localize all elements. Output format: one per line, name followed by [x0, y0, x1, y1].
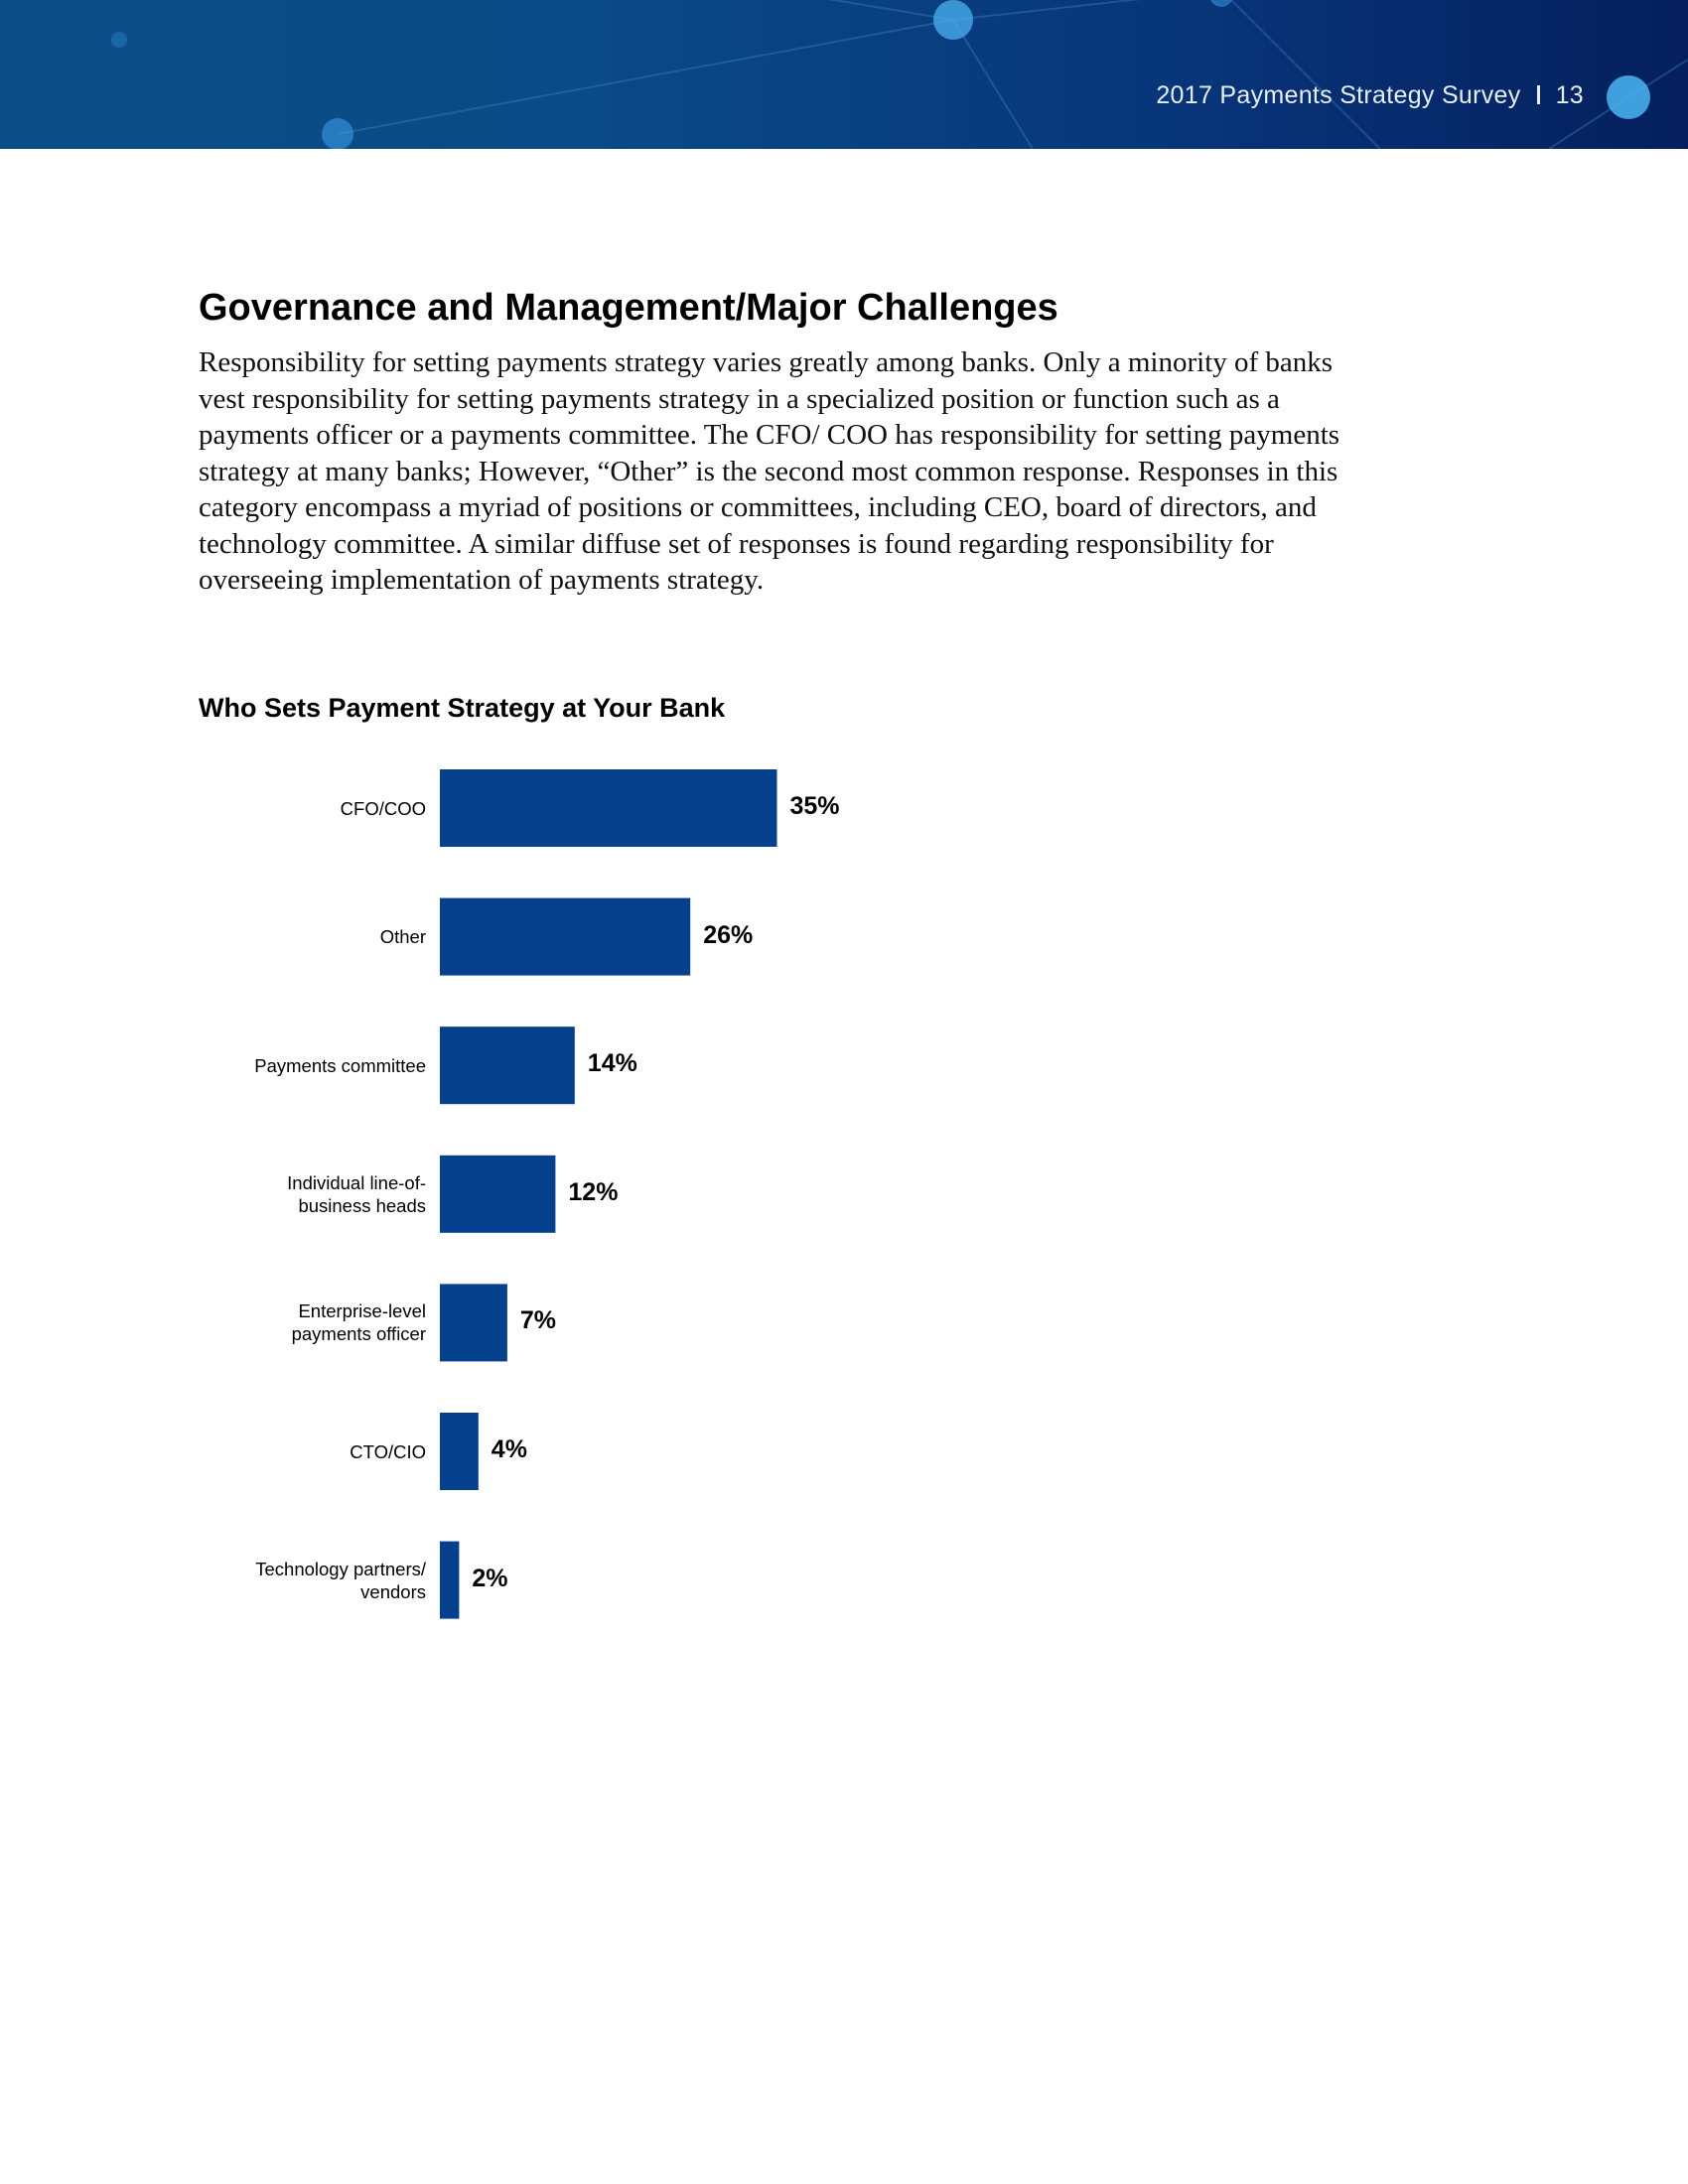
chart-title: Who Sets Payment Strategy at Your Bank — [199, 693, 726, 723]
category-label-line: CTO/CIO — [350, 1440, 426, 1462]
value-label: 35% — [789, 792, 840, 820]
category-label — [178, 1558, 426, 1603]
value-label: 26% — [703, 920, 754, 949]
category-label — [178, 925, 426, 948]
category-label-line: Individual line-of- — [287, 1171, 426, 1193]
bar-1 — [440, 769, 777, 847]
category-label — [178, 1299, 426, 1345]
category-label-line: payments officer — [291, 1323, 426, 1345]
value-label: 2% — [472, 1564, 508, 1592]
bar-5 — [440, 1284, 507, 1361]
category-label — [178, 1171, 426, 1217]
category-label-line: business heads — [298, 1194, 426, 1216]
section-title: Governance and Management/Major Challenges — [199, 287, 1058, 329]
category-label — [178, 1440, 426, 1463]
value-label: 4% — [491, 1435, 527, 1463]
category-label-line: CFO/COO — [340, 797, 426, 819]
category-label-line: Enterprise-level — [298, 1300, 426, 1322]
bar-3 — [440, 1026, 575, 1104]
category-label-line: vendors — [360, 1580, 426, 1602]
bar-4 — [440, 1156, 555, 1233]
bar-7 — [440, 1542, 459, 1619]
category-label — [178, 797, 426, 820]
page-number: 13 — [1555, 81, 1584, 109]
value-label: 12% — [568, 1177, 619, 1206]
bar-6 — [440, 1413, 479, 1490]
bar-2 — [440, 898, 690, 976]
survey-name: 2017 Payments Strategy Survey — [1156, 81, 1521, 109]
category-label-line: Payments committee — [254, 1054, 426, 1076]
category-label — [178, 1054, 426, 1077]
value-label: 7% — [519, 1306, 557, 1335]
category-label-line: Technology partners/ — [255, 1558, 426, 1579]
body-paragraph: Responsibility for setting payments strategy varies greatly among banks. Only a minority of banks vest responsibility for setting payments strategy in a specialized position or function such as a payments officer or a payments committee. The CFO/ COO has responsibility for setting payments strategy at many banks; However, “Other” is the second most common response. Responses in this category encompass a myriad of positions or committees, including CEO, board of directors, and technology committee. A similar diffuse set of responses is found regarding responsibility for overseeing implementation of payments strategy. — [199, 346, 1340, 596]
category-label-line: Other — [379, 926, 426, 948]
value-label: 14% — [587, 1049, 637, 1078]
